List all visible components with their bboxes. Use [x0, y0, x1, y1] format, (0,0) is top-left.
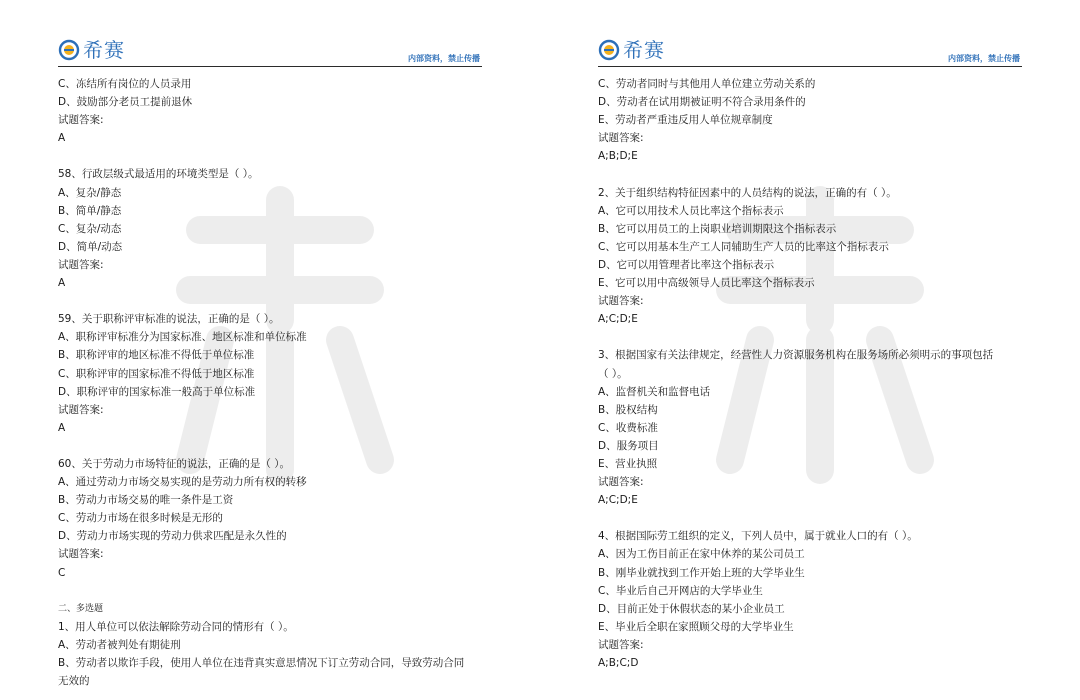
- question-text: 1、用人单位可以依法解除劳动合同的情形有（ ）。: [58, 620, 294, 633]
- option-text: E、毕业后全职在家照顾父母的大学毕业生: [598, 620, 794, 633]
- option-text: D、鼓励部分老员工提前退休: [58, 96, 193, 109]
- option-text: A、复杂/静态: [58, 186, 122, 199]
- blank-line: [598, 165, 1028, 183]
- option-text: C、收费标准: [598, 421, 658, 434]
- blank-line: [58, 582, 488, 600]
- question-text: 58、行政层级式最适用的环境类型是（ ）。: [58, 168, 259, 181]
- option-text: B、刚毕业就找到工作开始上班的大学毕业生: [598, 566, 805, 579]
- logo-text: 希赛: [623, 38, 665, 62]
- question-text: 60、关于劳动力市场特征的说法，正确的是（ ）。: [58, 457, 290, 470]
- option-text: B、股权结构: [598, 403, 658, 416]
- question-text: 2、关于组织结构特征因素中的人员结构的说法，正确的有（ ）。: [598, 186, 897, 199]
- question-text: 3、根据国家有关法律规定，经营性人力资源服务机构在服务场所必须明示的事项包括: [598, 349, 994, 362]
- answer-value: A: [58, 277, 66, 290]
- page-header: [598, 36, 1022, 67]
- question-text: （ ）。: [598, 367, 628, 380]
- option-text: A、职称评审标准分为国家标准、地区标准和单位标准: [58, 331, 307, 344]
- option-text: E、劳动者严重违反用人单位规章制度: [598, 114, 773, 127]
- blank-line: [598, 328, 1028, 346]
- question-text: 4、根据国际劳工组织的定义，下列人员中，属于就业人口的有（ ）。: [598, 530, 918, 543]
- left-page-content: [58, 75, 488, 690]
- option-text: D、简单/动态: [58, 240, 123, 253]
- option-text: C、劳动者同时与其他用人单位建立劳动关系的: [598, 78, 816, 90]
- answer-value: A;C;D;E: [598, 494, 638, 507]
- option-text: B、它可以用员工的上岗职业培训期限这个指标表示: [598, 222, 837, 235]
- answer-label: 试题答案:: [598, 132, 644, 145]
- logo: [598, 36, 665, 64]
- option-text: C、冻结所有岗位的人员录用: [58, 78, 192, 90]
- internal-note: 内部资料，禁止传播: [948, 54, 1020, 63]
- option-text: D、职称评审的国家标准一般高于单位标准: [58, 385, 256, 398]
- answer-label: 试题答案:: [598, 295, 644, 308]
- answer-value: A: [58, 421, 66, 434]
- option-text: A、劳动者被判处有期徒刑: [58, 638, 181, 651]
- answer-label: 试题答案:: [58, 114, 104, 127]
- answer-value: A: [58, 132, 66, 145]
- answer-label: 试题答案:: [58, 403, 104, 416]
- option-text: A、监督机关和监督电话: [598, 385, 711, 398]
- logo-icon: [598, 39, 620, 61]
- option-text-continued: 无效的: [58, 675, 90, 688]
- option-text: B、职称评审的地区标准不得低于单位标准: [58, 349, 255, 362]
- option-text: C、毕业后自己开网店的大学毕业生: [598, 584, 763, 597]
- option-text: A、因为工伤目前正在家中休养的某公司员工: [598, 548, 805, 561]
- page-header: [58, 36, 482, 67]
- option-text: A、它可以用技术人员比率这个指标表示: [598, 204, 784, 217]
- blank-line: [58, 437, 488, 455]
- logo: [58, 36, 125, 64]
- answer-label: 试题答案:: [598, 476, 644, 489]
- option-text: A、通过劳动力市场交易实现的是劳动力所有权的转移: [58, 476, 307, 489]
- right-page-content: [598, 75, 1028, 672]
- option-text: D、它可以用管理者比率这个指标表示: [598, 258, 775, 271]
- option-text: C、职称评审的国家标准不得低于地区标准: [58, 367, 255, 380]
- answer-label: 试题答案:: [58, 258, 104, 271]
- option-text: B、简单/静态: [58, 204, 122, 217]
- blank-line: [58, 147, 488, 165]
- option-text: E、营业执照: [598, 457, 658, 470]
- option-text: C、复杂/动态: [58, 222, 122, 235]
- answer-value: A;C;D;E: [598, 313, 638, 326]
- question-text: 59、关于职称评审标准的说法，正确的是（ ）。: [58, 313, 280, 326]
- option-text: B、劳动力市场交易的唯一条件是工资: [58, 494, 234, 507]
- blank-line: [58, 292, 488, 310]
- answer-value: C: [58, 566, 66, 579]
- option-text: E、它可以用中高级领导人员比率这个指标表示: [598, 277, 815, 290]
- blank-line: [598, 509, 1028, 527]
- logo-icon: [58, 39, 80, 61]
- option-text: B、劳动者以欺诈手段，使用人单位在违背真实意思情况下订立劳动合同，导致劳动合同: [58, 657, 465, 669]
- option-text: C、它可以用基本生产工人同辅助生产人员的比率这个指标表示: [598, 240, 889, 253]
- option-text: D、服务项目: [598, 439, 659, 452]
- answer-value: A;B;C;D: [598, 657, 639, 669]
- section-heading: 二、多选题: [58, 603, 104, 614]
- right-page: [540, 0, 1080, 700]
- option-text: D、劳动力市场实现的劳动力供求匹配是永久性的: [58, 530, 287, 543]
- answer-value: A;B;D;E: [598, 150, 638, 163]
- internal-note: 内部资料，禁止传播: [408, 54, 480, 63]
- option-text: D、目前正处于休假状态的某小企业员工: [598, 602, 785, 615]
- logo-text: 希赛: [83, 38, 125, 62]
- answer-label: 试题答案:: [598, 638, 644, 651]
- option-text: C、劳动力市场在很多时候是无形的: [58, 512, 223, 525]
- answer-label: 试题答案:: [58, 548, 104, 561]
- option-text: D、劳动者在试用期被证明不符合录用条件的: [598, 96, 806, 109]
